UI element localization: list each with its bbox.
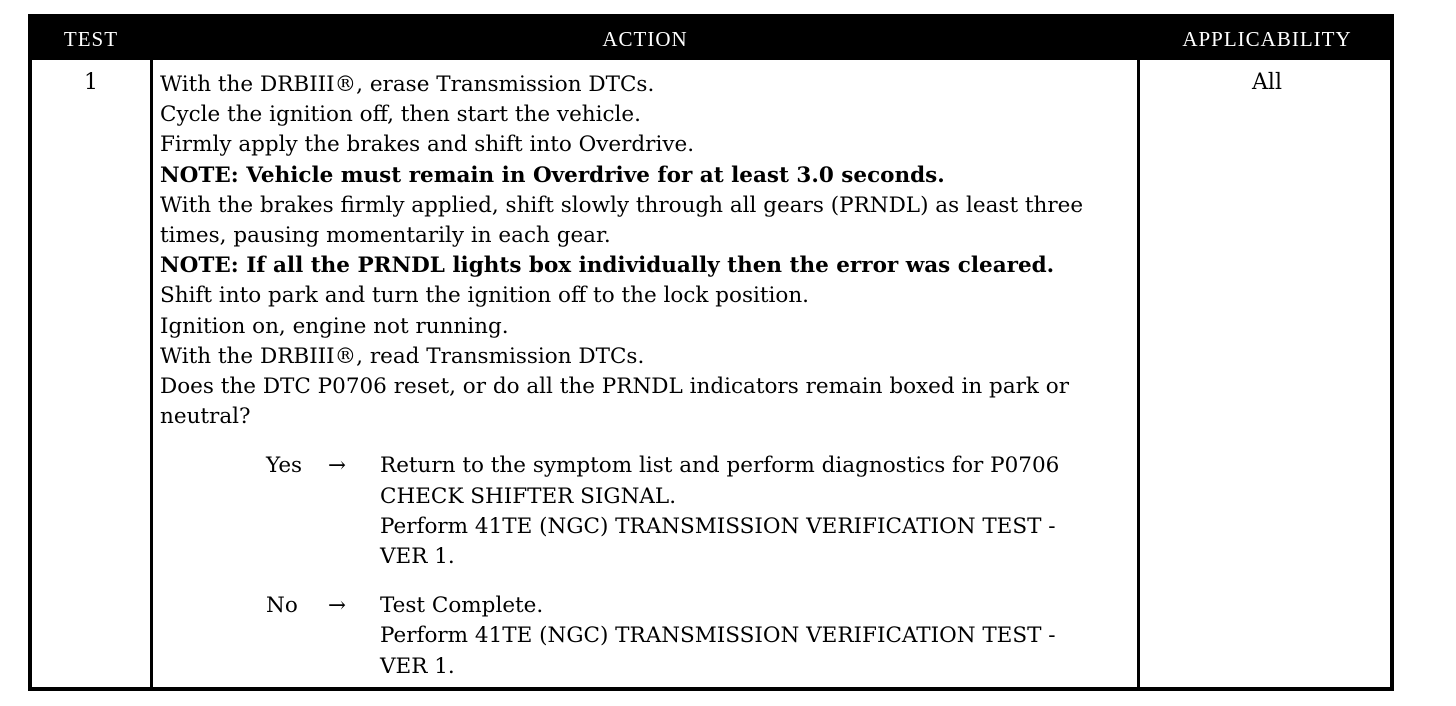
action-cell [160, 70, 1132, 701]
branch-text-no [380, 591, 1132, 682]
branch-line: CHECK SHIFTER SIGNAL. [380, 483, 677, 509]
applicability-value: All [1252, 70, 1282, 95]
action-line: Firmly apply the brakes and shift into Overdrive. [160, 132, 695, 158]
test-number: 1 [84, 70, 98, 95]
right-arrow-icon: → [328, 453, 347, 479]
branch-line: Perform 41TE (NGC) TRANSMISSION VERIFICATION TEST - [380, 513, 1056, 539]
right-arrow-icon: → [328, 593, 347, 619]
header-applicability: APPLICABILITY [1182, 27, 1352, 51]
branch-line: Test Complete. [380, 593, 544, 619]
branch-line: VER 1. [380, 544, 455, 570]
branch-line: VER 1. [380, 653, 455, 679]
action-note: NOTE: Vehicle must remain in Overdrive for at least 3.0 seconds. [160, 162, 945, 188]
header-test: TEST [63, 27, 119, 51]
branch-text-yes [380, 451, 1132, 572]
branch-no [160, 591, 1132, 682]
branch-line: Return to the symptom list and perform diagnostics for P0706 [380, 453, 1060, 479]
action-line: With the brakes firmly applied, shift slowly through all gears (PRNDL) as least three [160, 192, 1084, 218]
header-action: ACTION [602, 27, 688, 51]
column-divider [150, 60, 153, 691]
diagnostic-table [28, 14, 1394, 691]
branch-label-no: No [266, 593, 298, 619]
action-note: NOTE: If all the PRNDL lights box individually then the error was cleared. [160, 253, 1055, 279]
action-line: Shift into park and turn the ignition off to the lock position. [160, 283, 809, 309]
action-line: Ignition on, engine not running. [160, 313, 509, 339]
action-line: neutral? [160, 404, 251, 430]
action-line: times, pausing momentarily in each gear. [160, 223, 611, 249]
branch-list [160, 451, 1132, 681]
branch-yes [160, 451, 1132, 572]
action-line: With the DRBIII®, erase Transmission DTCs. [160, 72, 655, 97]
column-divider [1137, 60, 1140, 691]
branch-label-yes: Yes [266, 453, 303, 479]
action-line: With the DRBIII®, read Transmission DTCs. [160, 343, 645, 369]
action-line: Cycle the ignition off, then start the vehicle. [160, 102, 641, 128]
table-header [32, 18, 1390, 60]
table-row [32, 60, 1390, 691]
action-line: Does the DTC P0706 reset, or do all the PRNDL indicators remain boxed in park or [160, 374, 1069, 400]
branch-line: Perform 41TE (NGC) TRANSMISSION VERIFICATION TEST - [380, 623, 1056, 649]
